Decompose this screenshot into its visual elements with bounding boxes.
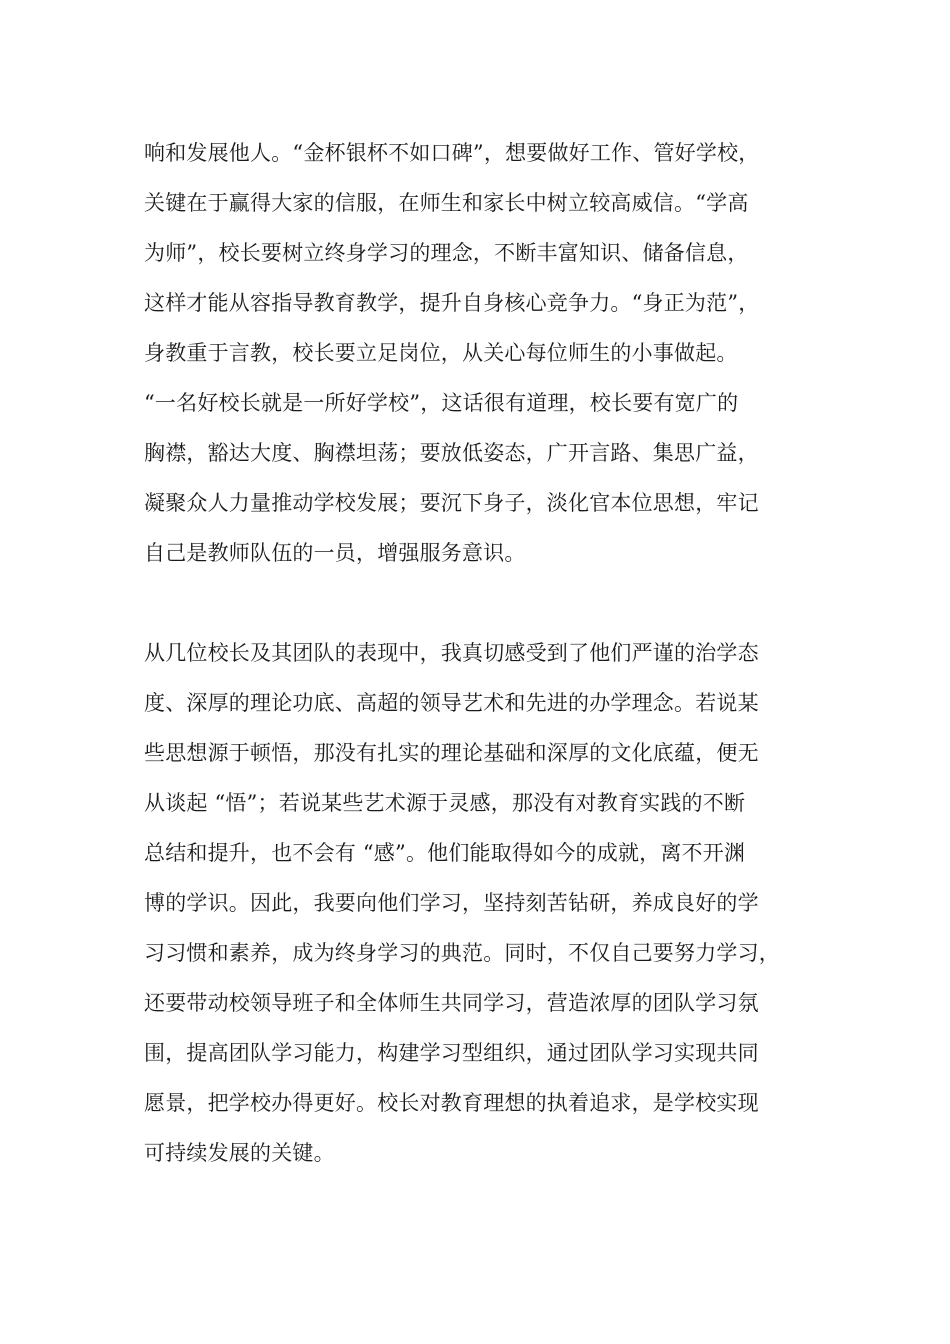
paragraph-line: 自己是教师队伍的一员，增强服务意识。 <box>144 541 526 565</box>
paragraph-line: 习习惯和素养，成为终身学习的典范。同时，不仅自己要努力学习， <box>144 941 780 965</box>
paragraph-2 <box>144 634 834 1184</box>
paragraph-line: 关键在于赢得大家的信服，在师生和家长中树立较高威信。“学高 <box>144 191 749 215</box>
paragraph-line: 身教重于言教，校长要立足岗位，从关心每位师生的小事做起。 <box>144 341 738 365</box>
paragraph-1 <box>144 134 834 584</box>
paragraph-line: 围，提高团队学习能力，构建学习型组织，通过团队学习实现共同 <box>144 1041 759 1065</box>
paragraph-line: 响和发展他人。“金杯银杯不如口碑”，想要做好工作、管好学校， <box>144 141 760 165</box>
paragraph-line: 总结和提升，也不会有 “感”。他们能取得如今的成就，离不开渊 <box>144 841 746 865</box>
paragraph-line: 凝聚众人力量推动学校发展；要沉下身子，淡化官本位思想，牢记 <box>144 491 759 515</box>
paragraph-line: 博的学识。因此，我要向他们学习，坚持刻苦钻研，养成良好的学 <box>144 891 759 915</box>
paragraph-line: 可持续发展的关键。 <box>144 1141 335 1165</box>
paragraph-line: 些思想源于顿悟，那没有扎实的理论基础和深厚的文化底蕴，便无 <box>144 741 759 765</box>
paragraph-line: 度、深厚的理论功底、高超的领导艺术和先进的办学理念。若说某 <box>144 691 759 715</box>
paragraph-line: 胸襟，豁达大度、胸襟坦荡；要放低姿态，广开言路、集思广益， <box>144 441 759 465</box>
paragraph-line: “一名好校长就是一所好学校”，这话很有道理，校长要有宽广的 <box>144 391 739 415</box>
paragraph-line: 为师”，校长要树立终身学习的理念，不断丰富知识、储备信息， <box>144 241 749 265</box>
paragraph-line: 这样才能从容指导教育教学，提升自身核心竞争力。“身正为范”， <box>144 291 760 315</box>
paragraph-line: 还要带动校领导班子和全体师生共同学习，营造浓厚的团队学习氛 <box>144 991 759 1015</box>
paragraph-line: 从谈起 “悟”；若说某些艺术源于灵感，那没有对教育实践的不断 <box>144 791 746 815</box>
paragraph-line: 愿景，把学校办得更好。校长对教育理想的执着追求，是学校实现 <box>144 1091 759 1115</box>
paragraph-line: 从几位校长及其团队的表现中，我真切感受到了他们严谨的治学态 <box>144 641 759 665</box>
